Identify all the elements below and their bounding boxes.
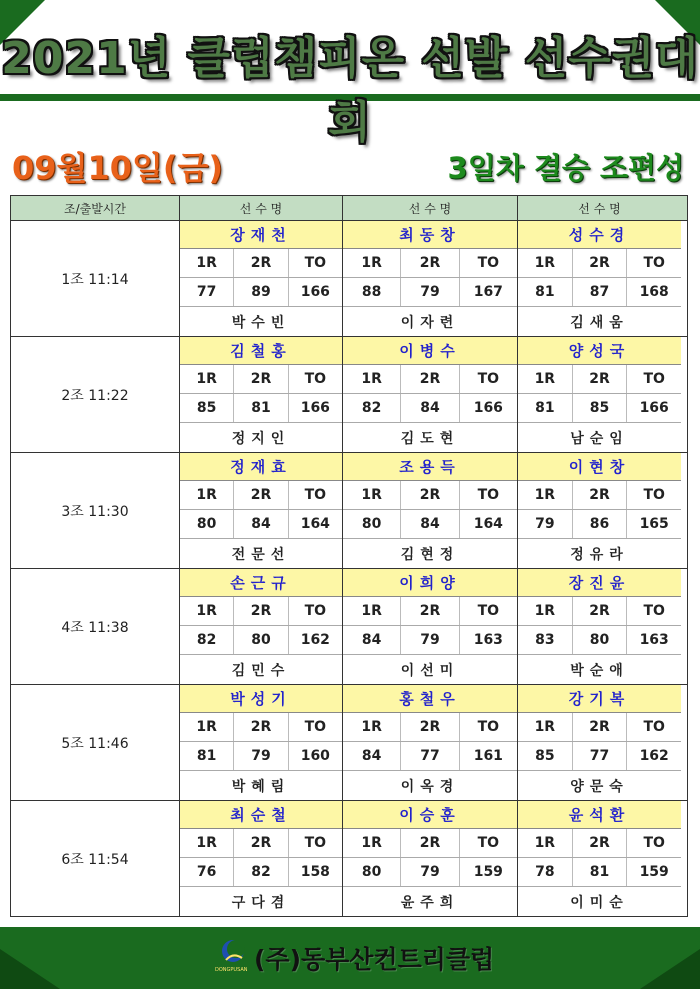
leader-name: 최동창 xyxy=(343,221,517,249)
score-value: 168 xyxy=(639,284,669,300)
leader-name: 김철홍 xyxy=(180,337,342,365)
leader-name: 이희양 xyxy=(343,569,517,597)
score-label: 1R xyxy=(518,365,573,393)
group-row xyxy=(10,569,688,685)
score-label: 2R xyxy=(234,249,288,277)
member-name: 남순임 xyxy=(570,431,629,447)
score-label: 1R xyxy=(518,481,573,509)
score-value: 85 xyxy=(180,394,234,422)
score-value: 163 xyxy=(473,632,503,648)
score-row xyxy=(343,626,517,655)
score-label: TO xyxy=(643,719,665,735)
score-value: 165 xyxy=(639,516,669,532)
score-label: 2R xyxy=(401,365,459,393)
header-time: 조/출발시간 xyxy=(11,196,180,220)
score-value: 164 xyxy=(300,516,330,532)
member-name: 김새움 xyxy=(570,315,629,331)
group-tee-time: 2조 11:22 xyxy=(11,337,180,452)
score-label-row xyxy=(343,713,517,742)
score-label: TO xyxy=(304,719,327,735)
score-value: 162 xyxy=(300,632,330,648)
score-label: TO xyxy=(643,371,665,387)
member-name: 양문숙 xyxy=(570,779,629,795)
score-value: 79 xyxy=(401,626,459,654)
score-value: 79 xyxy=(401,858,459,886)
score-label: TO xyxy=(477,371,500,387)
score-value: 78 xyxy=(518,858,573,886)
header-players-1: 선 수 명 xyxy=(180,196,343,220)
score-value: 82 xyxy=(180,626,234,654)
leader-name: 장재천 xyxy=(180,221,342,249)
score-value: 84 xyxy=(343,742,401,770)
member-name: 박혜림 xyxy=(231,779,291,795)
score-label-row xyxy=(518,597,681,626)
score-label: TO xyxy=(643,835,665,851)
score-value: 164 xyxy=(473,516,503,532)
score-label: 1R xyxy=(180,713,234,741)
score-row xyxy=(180,394,342,423)
score-label-row xyxy=(518,829,681,858)
header-players-2: 선 수 명 xyxy=(343,196,518,220)
score-label: 1R xyxy=(343,597,401,625)
event-date: 09월10일(금) xyxy=(12,149,224,187)
member-name: 박수빈 xyxy=(231,315,291,331)
score-value: 77 xyxy=(573,742,628,770)
score-label: 2R xyxy=(401,829,459,857)
player-cell xyxy=(343,221,518,336)
score-value: 161 xyxy=(473,748,503,764)
score-row xyxy=(518,858,681,887)
leader-name: 장진윤 xyxy=(518,569,681,597)
score-label-row xyxy=(518,713,681,742)
leader-name: 양성국 xyxy=(518,337,681,365)
score-label: 2R xyxy=(573,829,628,857)
score-row xyxy=(343,394,517,423)
score-label: 2R xyxy=(573,713,628,741)
group-tee-time: 4조 11:38 xyxy=(11,569,180,684)
score-value: 159 xyxy=(639,864,669,880)
score-label-row xyxy=(180,829,342,858)
score-label: 1R xyxy=(180,829,234,857)
score-label: TO xyxy=(304,487,327,503)
score-row xyxy=(518,394,681,423)
score-row xyxy=(180,858,342,887)
score-value: 86 xyxy=(573,510,628,538)
score-value: 85 xyxy=(573,394,628,422)
score-label-row xyxy=(180,249,342,278)
score-label: 1R xyxy=(343,249,401,277)
score-row xyxy=(343,742,517,771)
score-row xyxy=(518,510,681,539)
group-row xyxy=(10,685,688,801)
club-logo-icon xyxy=(220,938,246,964)
player-cell xyxy=(180,337,343,452)
score-row xyxy=(343,858,517,887)
score-value: 77 xyxy=(401,742,459,770)
score-label: 1R xyxy=(343,365,401,393)
score-value: 80 xyxy=(343,858,401,886)
score-value: 80 xyxy=(343,510,401,538)
score-value: 158 xyxy=(300,864,330,880)
score-value: 81 xyxy=(573,858,628,886)
score-label-row xyxy=(518,365,681,394)
member-name: 윤주희 xyxy=(400,895,460,911)
score-value: 84 xyxy=(234,510,288,538)
header-players-3: 선 수 명 xyxy=(578,201,621,216)
score-label-row xyxy=(343,365,517,394)
score-row xyxy=(180,742,342,771)
score-label: 1R xyxy=(518,597,573,625)
member-name: 구다겸 xyxy=(231,895,291,911)
member-name: 박순애 xyxy=(570,663,629,679)
score-row xyxy=(180,278,342,307)
score-value: 76 xyxy=(180,858,234,886)
player-cell xyxy=(180,221,343,336)
leader-name: 이승훈 xyxy=(343,801,517,829)
score-value: 85 xyxy=(518,742,573,770)
score-label: 2R xyxy=(401,249,459,277)
player-cell xyxy=(343,801,518,916)
group-row xyxy=(10,801,688,917)
leader-name: 이현창 xyxy=(518,453,681,481)
player-cell xyxy=(518,569,681,684)
score-value: 166 xyxy=(473,400,503,416)
score-label: 2R xyxy=(234,713,288,741)
score-value: 80 xyxy=(234,626,288,654)
group-tee-time: 3조 11:30 xyxy=(11,453,180,568)
group-list xyxy=(10,221,688,917)
score-value: 87 xyxy=(573,278,628,306)
score-value: 160 xyxy=(300,748,330,764)
score-label: 1R xyxy=(180,365,234,393)
score-label-row xyxy=(343,481,517,510)
score-value: 162 xyxy=(639,748,669,764)
score-label: 1R xyxy=(180,481,234,509)
score-label: TO xyxy=(477,255,500,271)
leader-name: 이병수 xyxy=(343,337,517,365)
player-cell xyxy=(343,685,518,800)
score-value: 84 xyxy=(401,510,459,538)
score-row xyxy=(180,626,342,655)
score-label: 2R xyxy=(573,597,628,625)
table-header-row xyxy=(10,195,688,221)
score-label: 1R xyxy=(518,713,573,741)
player-cell xyxy=(343,453,518,568)
header xyxy=(0,0,700,148)
score-label-row xyxy=(180,365,342,394)
member-name: 김현정 xyxy=(400,547,460,563)
player-cell xyxy=(518,801,681,916)
player-cell xyxy=(343,569,518,684)
score-value: 81 xyxy=(518,394,573,422)
footer-corner-left xyxy=(0,949,60,989)
player-cell xyxy=(518,337,681,452)
score-label: TO xyxy=(477,487,500,503)
score-label-row xyxy=(180,481,342,510)
score-label: 2R xyxy=(234,481,288,509)
score-label: TO xyxy=(643,255,665,271)
member-name: 이선미 xyxy=(400,663,460,679)
score-value: 81 xyxy=(234,394,288,422)
score-label-row xyxy=(518,249,681,278)
score-value: 80 xyxy=(180,510,234,538)
score-label: 2R xyxy=(401,481,459,509)
score-label-row xyxy=(343,829,517,858)
score-label: 1R xyxy=(180,597,234,625)
score-label: 1R xyxy=(343,713,401,741)
member-name: 전문선 xyxy=(231,547,291,563)
score-label-row xyxy=(180,597,342,626)
leader-name: 조용득 xyxy=(343,453,517,481)
score-value: 163 xyxy=(639,632,669,648)
score-row xyxy=(518,742,681,771)
score-value: 79 xyxy=(234,742,288,770)
score-value: 167 xyxy=(473,284,503,300)
score-value: 82 xyxy=(234,858,288,886)
score-value: 81 xyxy=(180,742,234,770)
score-label: 1R xyxy=(343,481,401,509)
score-label-row xyxy=(343,249,517,278)
score-row xyxy=(180,510,342,539)
score-value: 84 xyxy=(401,394,459,422)
footer-corner-right xyxy=(640,949,700,989)
score-label: 2R xyxy=(401,597,459,625)
logo-wordmark: DONGPUSAN xyxy=(215,967,248,973)
score-label: 2R xyxy=(573,365,628,393)
score-label: TO xyxy=(477,835,500,851)
player-cell xyxy=(518,685,681,800)
player-cell xyxy=(518,453,681,568)
member-name: 정유라 xyxy=(570,547,629,563)
member-name: 이옥경 xyxy=(400,779,460,795)
player-cell xyxy=(180,569,343,684)
player-cell xyxy=(343,337,518,452)
group-tee-time: 5조 11:46 xyxy=(11,685,180,800)
group-row xyxy=(10,221,688,337)
leader-name: 손근규 xyxy=(180,569,342,597)
score-value: 89 xyxy=(234,278,288,306)
event-subtitle: 3일차 결승 조편성 xyxy=(447,151,684,185)
score-row xyxy=(518,626,681,655)
page-title: 2021년 클럽챔피온 선발 선수권대회 xyxy=(1,33,699,148)
score-label: 2R xyxy=(234,365,288,393)
leader-name: 최순철 xyxy=(180,801,342,829)
leader-name: 홍철우 xyxy=(343,685,517,713)
member-name: 이미순 xyxy=(570,895,629,911)
score-value: 84 xyxy=(343,626,401,654)
member-name: 김민수 xyxy=(231,663,291,679)
score-value: 166 xyxy=(300,400,330,416)
member-name: 이자련 xyxy=(400,315,460,331)
score-value: 79 xyxy=(518,510,573,538)
score-value: 77 xyxy=(180,278,234,306)
score-label: TO xyxy=(304,835,327,851)
leader-name: 정재효 xyxy=(180,453,342,481)
score-label: TO xyxy=(643,603,665,619)
score-label-row xyxy=(180,713,342,742)
score-label: 2R xyxy=(573,481,628,509)
score-label: 2R xyxy=(573,249,628,277)
leader-name: 윤석환 xyxy=(518,801,681,829)
score-label: TO xyxy=(643,487,665,503)
score-value: 159 xyxy=(473,864,503,880)
leader-name: 성수경 xyxy=(518,221,681,249)
group-tee-time: 1조 11:14 xyxy=(11,221,180,336)
score-label: TO xyxy=(477,719,500,735)
score-label: 1R xyxy=(518,829,573,857)
leader-name: 박성기 xyxy=(180,685,342,713)
leader-name: 강기복 xyxy=(518,685,681,713)
player-cell xyxy=(180,801,343,916)
score-value: 80 xyxy=(573,626,628,654)
score-value: 81 xyxy=(518,278,573,306)
score-row xyxy=(518,278,681,307)
score-label: TO xyxy=(304,603,327,619)
score-value: 166 xyxy=(639,400,669,416)
member-name: 김도현 xyxy=(400,431,460,447)
score-label: 1R xyxy=(180,249,234,277)
score-row xyxy=(343,278,517,307)
group-row xyxy=(10,453,688,569)
pairings-table xyxy=(10,195,688,917)
score-label: 2R xyxy=(234,829,288,857)
score-value: 82 xyxy=(343,394,401,422)
group-tee-time: 6조 11:54 xyxy=(11,801,180,916)
score-label: TO xyxy=(304,255,327,271)
score-value: 166 xyxy=(300,284,330,300)
player-cell xyxy=(180,685,343,800)
player-cell xyxy=(180,453,343,568)
score-label: TO xyxy=(477,603,500,619)
score-value: 83 xyxy=(518,626,573,654)
score-label: 2R xyxy=(401,713,459,741)
club-name: (주)동부산컨트리클럽 xyxy=(254,945,495,974)
score-label: 1R xyxy=(343,829,401,857)
score-value: 79 xyxy=(401,278,459,306)
score-label: TO xyxy=(304,371,327,387)
score-label: 2R xyxy=(234,597,288,625)
score-label-row xyxy=(518,481,681,510)
score-label-row xyxy=(343,597,517,626)
player-cell xyxy=(518,221,681,336)
score-row xyxy=(343,510,517,539)
group-row xyxy=(10,337,688,453)
member-name: 정지인 xyxy=(231,431,291,447)
score-value: 88 xyxy=(343,278,401,306)
score-label: 1R xyxy=(518,249,573,277)
